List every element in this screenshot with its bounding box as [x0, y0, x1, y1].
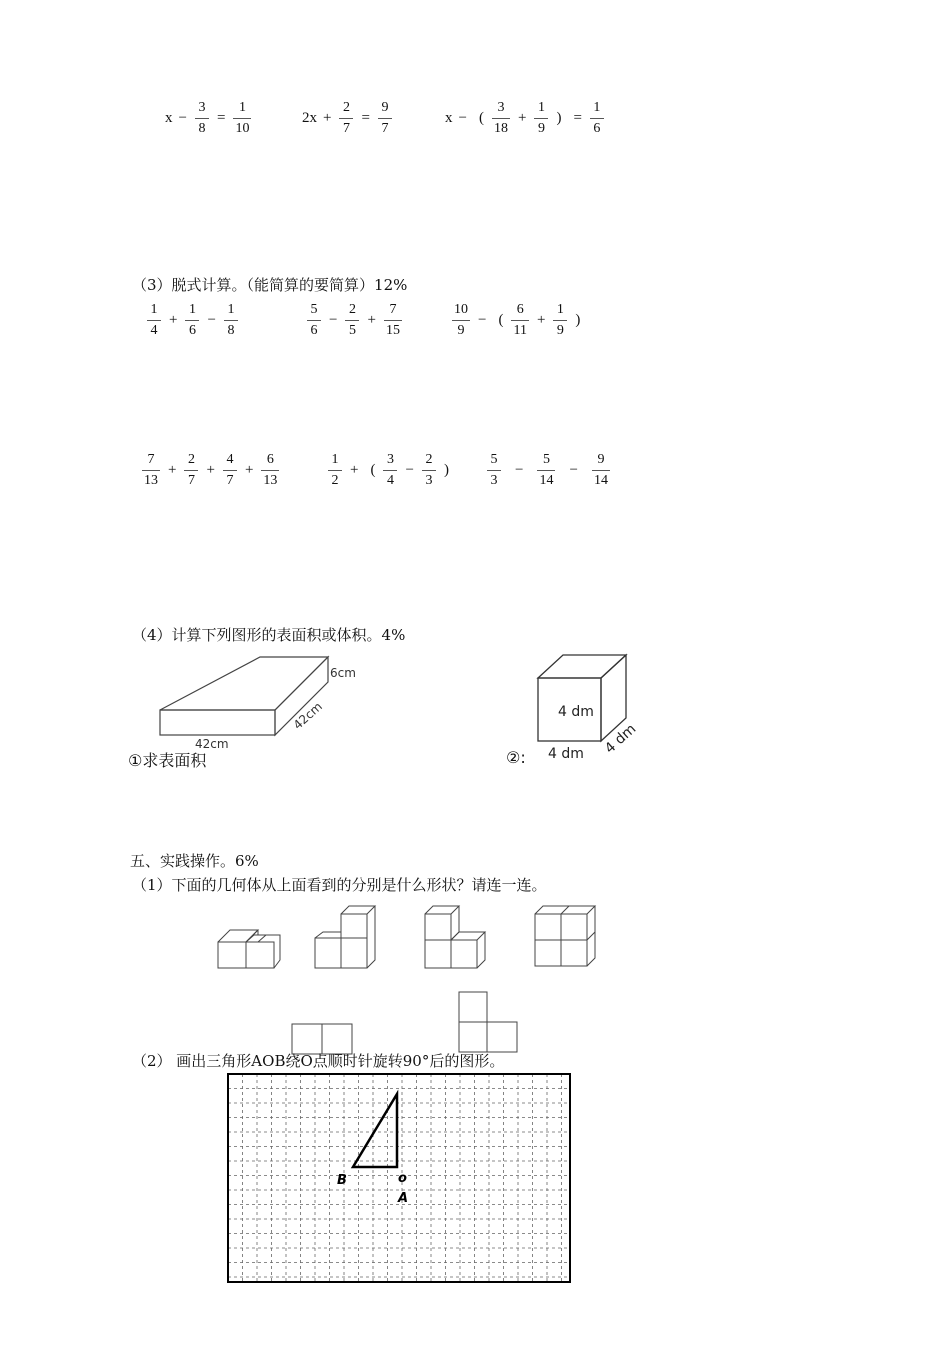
paren: ): [556, 110, 562, 126]
fraction: $\frac{4}{7}$: [223, 452, 237, 489]
fraction: $\frac{6}{13}$: [263, 452, 278, 488]
point-o-label: o: [398, 1171, 407, 1186]
calc-5: [326, 452, 455, 489]
fraction: $\frac{7}{13}$: [144, 452, 158, 488]
fraction: $\frac{1}{4}$: [147, 302, 161, 339]
cube-bottom-label: 4 dm: [548, 746, 584, 762]
equation-3: [445, 100, 606, 137]
fraction: $\frac{5}{14}$: [539, 452, 554, 488]
paren: (: [370, 462, 376, 478]
operator: +: [367, 312, 376, 328]
operator: −: [178, 110, 187, 126]
section-5-title: 五、实践操作。6%: [130, 852, 259, 870]
fraction: $\frac{1}{6}$: [590, 100, 604, 137]
fraction: $\frac{1}{9}$: [553, 302, 567, 339]
fraction: $\frac{3}{8}$: [195, 100, 209, 137]
section-3-title: （3）脱式计算。（能简算的要简算）12%: [132, 276, 408, 294]
cuboid-figure: [150, 650, 380, 755]
solid-2: [315, 906, 375, 968]
solid-1: [218, 930, 280, 968]
operator: +: [244, 462, 254, 478]
calc-4: [140, 452, 281, 489]
question-2: （2） 画出三角形AOB绕O点顺时针旋转90°后的图形。: [132, 1052, 505, 1070]
operator: =: [216, 110, 226, 126]
operator: +: [169, 312, 178, 328]
fraction: $\frac{5}{3}$: [487, 452, 501, 489]
paren: (: [478, 110, 484, 126]
operator: +: [206, 462, 215, 478]
equation-2: [302, 100, 394, 137]
calc-1: [145, 302, 240, 339]
operator: =: [361, 110, 370, 126]
fraction: $\frac{2}{7}$: [339, 100, 353, 137]
fraction: $\frac{1}{8}$: [224, 302, 238, 339]
section-4-title: （4）计算下列图形的表面积或体积。4%: [132, 626, 406, 644]
fraction: $\frac{2}{3}$: [422, 452, 436, 489]
operator: =: [573, 110, 582, 126]
operator: −: [329, 312, 338, 328]
calc-6: [485, 452, 612, 489]
fraction: $\frac{2}{7}$: [184, 452, 198, 489]
fraction: $\frac{9}{14}$: [593, 452, 608, 488]
rotation-grid: [226, 1072, 574, 1288]
operator: +: [168, 462, 177, 478]
cuboid-width-label: 42cm: [195, 737, 229, 751]
operator: +: [323, 110, 332, 126]
triangle-aob: [353, 1094, 397, 1167]
fraction: $\frac{1}{10}$: [235, 100, 250, 136]
operator: +: [517, 110, 527, 126]
point-b-label: B: [337, 1173, 347, 1188]
cuboid-depth-label: 42cm: [290, 699, 325, 733]
cuboid-caption: ①求表面积: [128, 751, 207, 770]
operator: −: [405, 462, 414, 478]
cuboid-top-face: [160, 657, 328, 710]
paren: ): [575, 312, 581, 328]
fraction: $\frac{1}{6}$: [185, 302, 199, 339]
equation-1: [165, 100, 253, 137]
fraction: $\frac{1}{2}$: [328, 452, 342, 489]
variable: x: [165, 110, 173, 126]
cuboid-height-label: 6cm: [330, 666, 356, 680]
operator: +: [536, 312, 546, 328]
fraction: $\frac{3}{4}$: [383, 452, 397, 489]
calc-3: [450, 302, 586, 339]
fraction: $\frac{1}{9}$: [534, 100, 548, 137]
paren: ): [443, 462, 449, 478]
calc-2: [305, 302, 404, 339]
fraction: $\frac{6}{11}$: [513, 302, 527, 338]
fraction: $\frac{7}{15}$: [385, 302, 400, 338]
operator: −: [515, 462, 524, 478]
question-1: （1）下面的几何体从上面看到的分别是什么形状？请连一连。: [132, 876, 547, 894]
operator: −: [458, 110, 467, 126]
operator: −: [569, 462, 578, 478]
fraction: $\frac{5}{6}$: [307, 302, 321, 339]
operator: +: [350, 462, 359, 478]
solids-figure: [210, 900, 620, 1060]
cuboid-front-face: [160, 710, 275, 735]
fraction: $\frac{3}{18}$: [493, 100, 508, 136]
point-a-label: A: [398, 1191, 409, 1206]
cube-figure: [530, 650, 650, 765]
cube-side-label: 4 dm: [601, 721, 640, 757]
fraction: $\frac{2}{5}$: [345, 302, 359, 339]
fraction: $\frac{9}{7}$: [378, 100, 392, 137]
operator: −: [478, 312, 487, 328]
operator: −: [207, 312, 216, 328]
solid-4: [535, 906, 595, 966]
variable: 2x: [302, 110, 317, 126]
variable: x: [445, 110, 453, 126]
fraction: $\frac{10}{9}$: [454, 302, 468, 338]
top-view-b: [459, 992, 517, 1052]
solid-3: [425, 906, 485, 968]
cube-front-label: 4 dm: [558, 704, 594, 720]
cube-caption: ②:: [506, 748, 526, 767]
paren: (: [498, 312, 504, 328]
